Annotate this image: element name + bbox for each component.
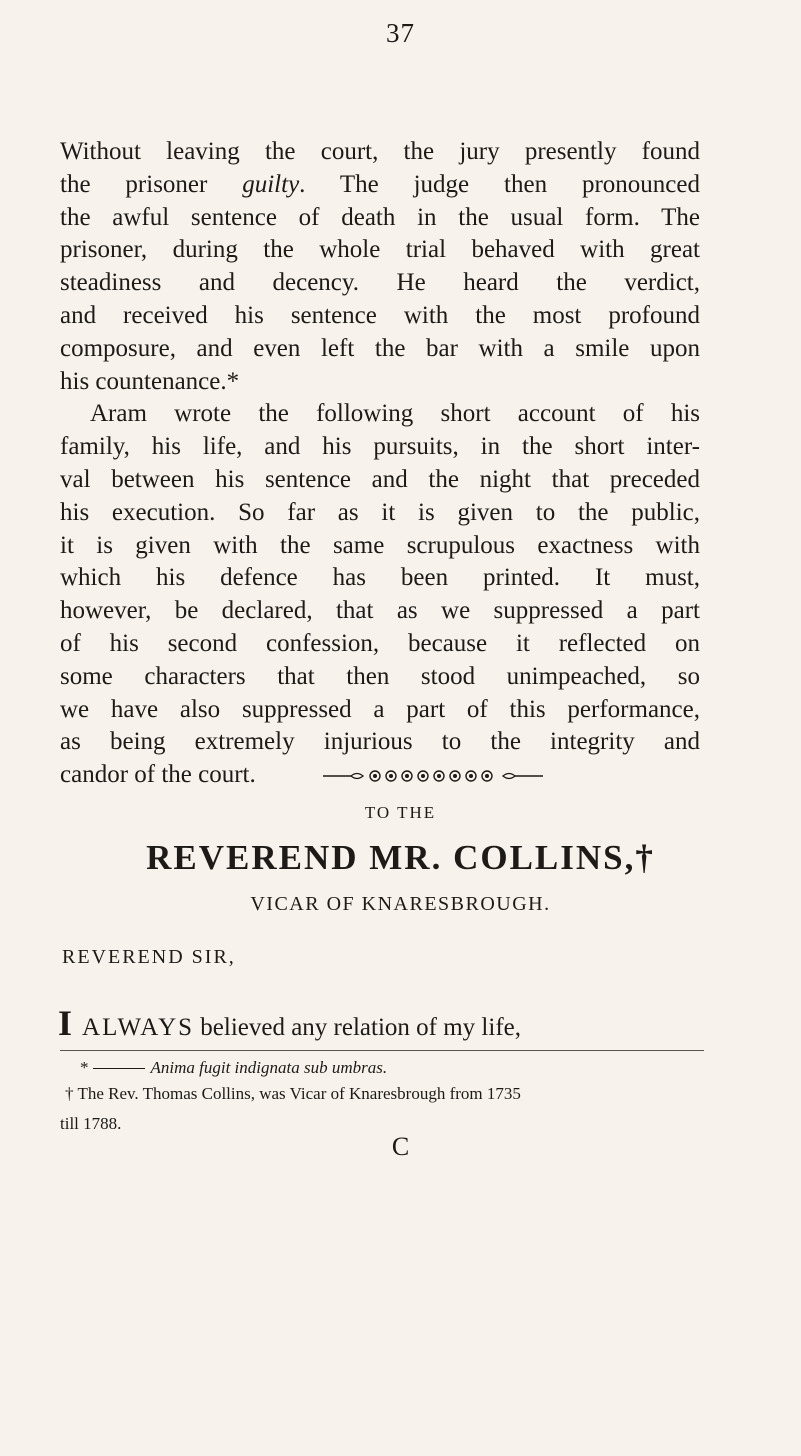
text-line: which his defence has been printed. It must, bbox=[60, 564, 700, 592]
heading-vicar: VICAR OF KNARESBROUGH. bbox=[250, 893, 551, 915]
salutation: REVEREND SIR, bbox=[62, 946, 236, 968]
text-line: prisoner, during the whole trial behaved with great bbox=[60, 236, 700, 264]
text-line: steadiness and decency. He heard the verdict, bbox=[60, 269, 700, 297]
text-line: however, be declared, that as we suppressed a part bbox=[60, 597, 700, 625]
footnote-mark: * bbox=[80, 1058, 89, 1077]
text-line: composure, and even left the bar with a smile upon bbox=[60, 334, 700, 362]
text-line: as being extremely injurious to the integrity and bbox=[60, 728, 700, 756]
text-line: family, his life, and his pursuits, in the short inter- bbox=[60, 433, 700, 461]
text-line: of his second confession, because it reflected on bbox=[60, 629, 700, 657]
signature-mark: C bbox=[391, 1132, 410, 1161]
footnote-rule bbox=[60, 1050, 704, 1051]
text-line: candor of the court. bbox=[60, 761, 256, 789]
footnote-latin: Anima fugit indignata sub umbras. bbox=[150, 1058, 388, 1077]
letter-opening-line bbox=[58, 1002, 698, 1044]
text-line: Aram wrote the following short account of his bbox=[90, 400, 700, 428]
body-text bbox=[60, 136, 700, 792]
text-line: we have also suppressed a part of this performance, bbox=[60, 695, 700, 723]
footnote-dagger-cont: till 1788. bbox=[60, 1114, 122, 1133]
text-line: val between his sentence and the night that preceded bbox=[60, 465, 700, 493]
text-line: his execution. So far as it is given to the public, bbox=[60, 498, 700, 526]
drop-cap: I bbox=[58, 1003, 73, 1043]
footnote-dash bbox=[93, 1068, 145, 1069]
text-line: and received his sentence with the most profound bbox=[60, 301, 700, 329]
text-line: it is given with the same scrupulous exactness with bbox=[60, 531, 700, 559]
text-line: Without leaving the court, the jury presently found bbox=[60, 138, 700, 165]
text-line: the prisoner guilty. The judge then pronounced bbox=[60, 170, 700, 198]
letter-caps: ALWAYS bbox=[82, 1014, 195, 1041]
italic-word: guilty bbox=[242, 170, 300, 198]
page-number: 37 bbox=[386, 18, 415, 48]
footnote-star bbox=[80, 1058, 720, 1078]
text-line: the awful sentence of death in the usual form. The bbox=[60, 203, 700, 231]
letter-text: believed any relation of my life, bbox=[200, 1014, 521, 1041]
text-line: his countenance.* bbox=[60, 367, 240, 395]
ornament-divider bbox=[323, 769, 543, 783]
heading-to-the: TO THE bbox=[364, 803, 437, 822]
footnote-dagger: † The Rev. Thomas Collins, was Vicar of Knaresbrough from 1735 bbox=[65, 1084, 521, 1103]
heading-addressee: REVEREND MR. COLLINS,† bbox=[146, 838, 655, 877]
text-line: some characters that then stood unimpeached, so bbox=[60, 662, 700, 690]
